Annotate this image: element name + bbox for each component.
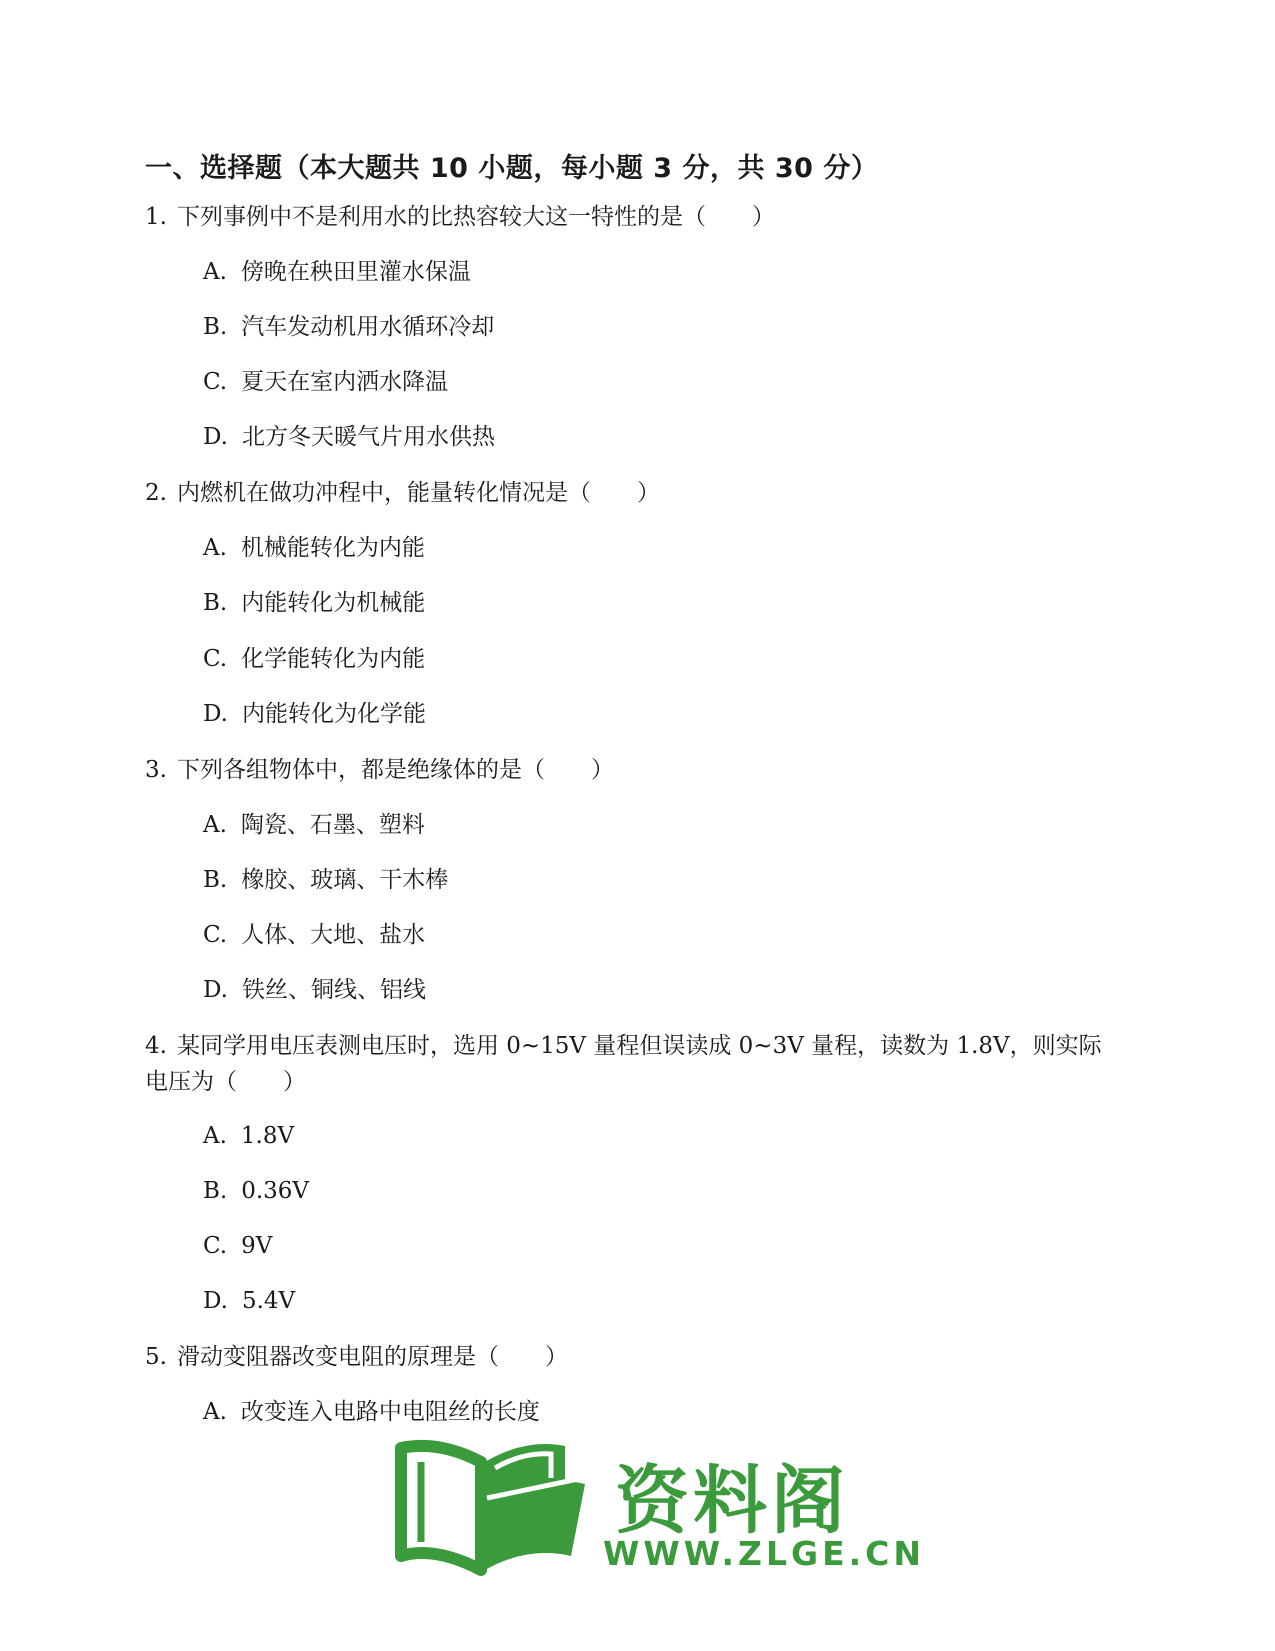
option-letter: B. [203,1178,228,1204]
option-2b [203,586,425,620]
option-letter: C. [203,1233,228,1259]
question-number: 4. [145,1033,167,1059]
option-text: 橡胶、玻璃、干木棒 [241,867,449,893]
option-letter: A. [203,535,227,561]
question-text: 滑动变阻器改变电阻的原理是（ ） [176,1344,568,1370]
option-letter: B. [203,867,228,893]
option-text: 傍晚在秧田里灌水保温 [240,259,471,285]
option-letter: B. [203,314,228,340]
option-letter: C. [203,646,228,672]
question-2 [145,475,660,511]
option-text: 5.4V [241,1288,296,1314]
question-5 [145,1339,568,1375]
option-2c [203,642,425,676]
question-number: 3. [145,757,167,783]
question-4 [145,1028,1105,1100]
watermark-title: 资料阁 [615,1458,849,1544]
option-letter: D. [203,701,228,727]
option-4a [203,1119,294,1153]
option-letter: D. [203,977,228,1003]
option-3a [203,808,425,842]
option-text: 化学能转化为内能 [241,646,426,672]
option-text: 内能转化为机械能 [241,590,426,616]
option-2a [203,531,425,565]
question-3 [145,752,614,788]
option-1b [203,310,494,344]
option-letter: B. [203,590,228,616]
option-text: 北方冬天暖气片用水供热 [241,424,495,450]
question-text: 下列事例中不是利用水的比热容较大这一特性的是（ ） [176,204,775,230]
option-text: 0.36V [241,1178,310,1204]
option-letter: C. [203,369,228,395]
option-text: 汽车发动机用水循环冷却 [241,314,495,340]
option-letter: D. [203,424,228,450]
option-1a [203,255,471,289]
option-3c [203,918,425,952]
section-title: 一、选择题（本大题共 10 小题，每小题 3 分，共 30 分） [145,153,879,184]
option-text: 改变连入电路中电阻丝的长度 [240,1399,540,1425]
option-3b [203,863,448,897]
question-number: 2. [145,480,167,506]
option-text: 9V [241,1233,273,1259]
option-letter: C. [203,922,228,948]
option-text: 铁丝、铜线、铝线 [241,977,426,1003]
option-letter: D. [203,1288,228,1314]
option-text: 人体、大地、盐水 [241,922,426,948]
option-5a [203,1395,540,1429]
question-text: 内燃机在做功冲程中，能量转化情况是（ ） [176,480,660,506]
option-letter: A. [203,259,227,285]
option-1d [203,420,495,454]
option-2d [203,697,426,731]
open-book-icon [395,1438,595,1578]
question-1 [145,199,775,235]
option-text: 机械能转化为内能 [240,535,425,561]
option-letter: A. [203,1123,227,1149]
question-number: 5. [145,1344,167,1370]
option-letter: A. [203,1399,227,1425]
question-text: 某同学用电压表测电压时，选用 0~15V 量程但误读成 0~3V 量程，读数为 1.8V，则实际电压为（ ） [145,1033,1102,1095]
question-text: 下列各组物体中，都是绝缘体的是（ ） [176,757,614,783]
option-letter: A. [203,812,227,838]
option-4d [203,1284,295,1318]
option-1c [203,365,448,399]
option-3d [203,973,426,1007]
question-number: 1. [145,204,167,230]
option-4b [203,1174,309,1208]
watermark-logo [395,1438,926,1578]
option-text: 1.8V [240,1123,295,1149]
option-text: 陶瓷、石墨、塑料 [240,812,425,838]
watermark-url: WWW.ZLGE.CN [603,1534,926,1573]
option-4c [203,1229,272,1263]
option-text: 内能转化为化学能 [241,701,426,727]
option-text: 夏天在室内洒水降温 [241,369,449,395]
